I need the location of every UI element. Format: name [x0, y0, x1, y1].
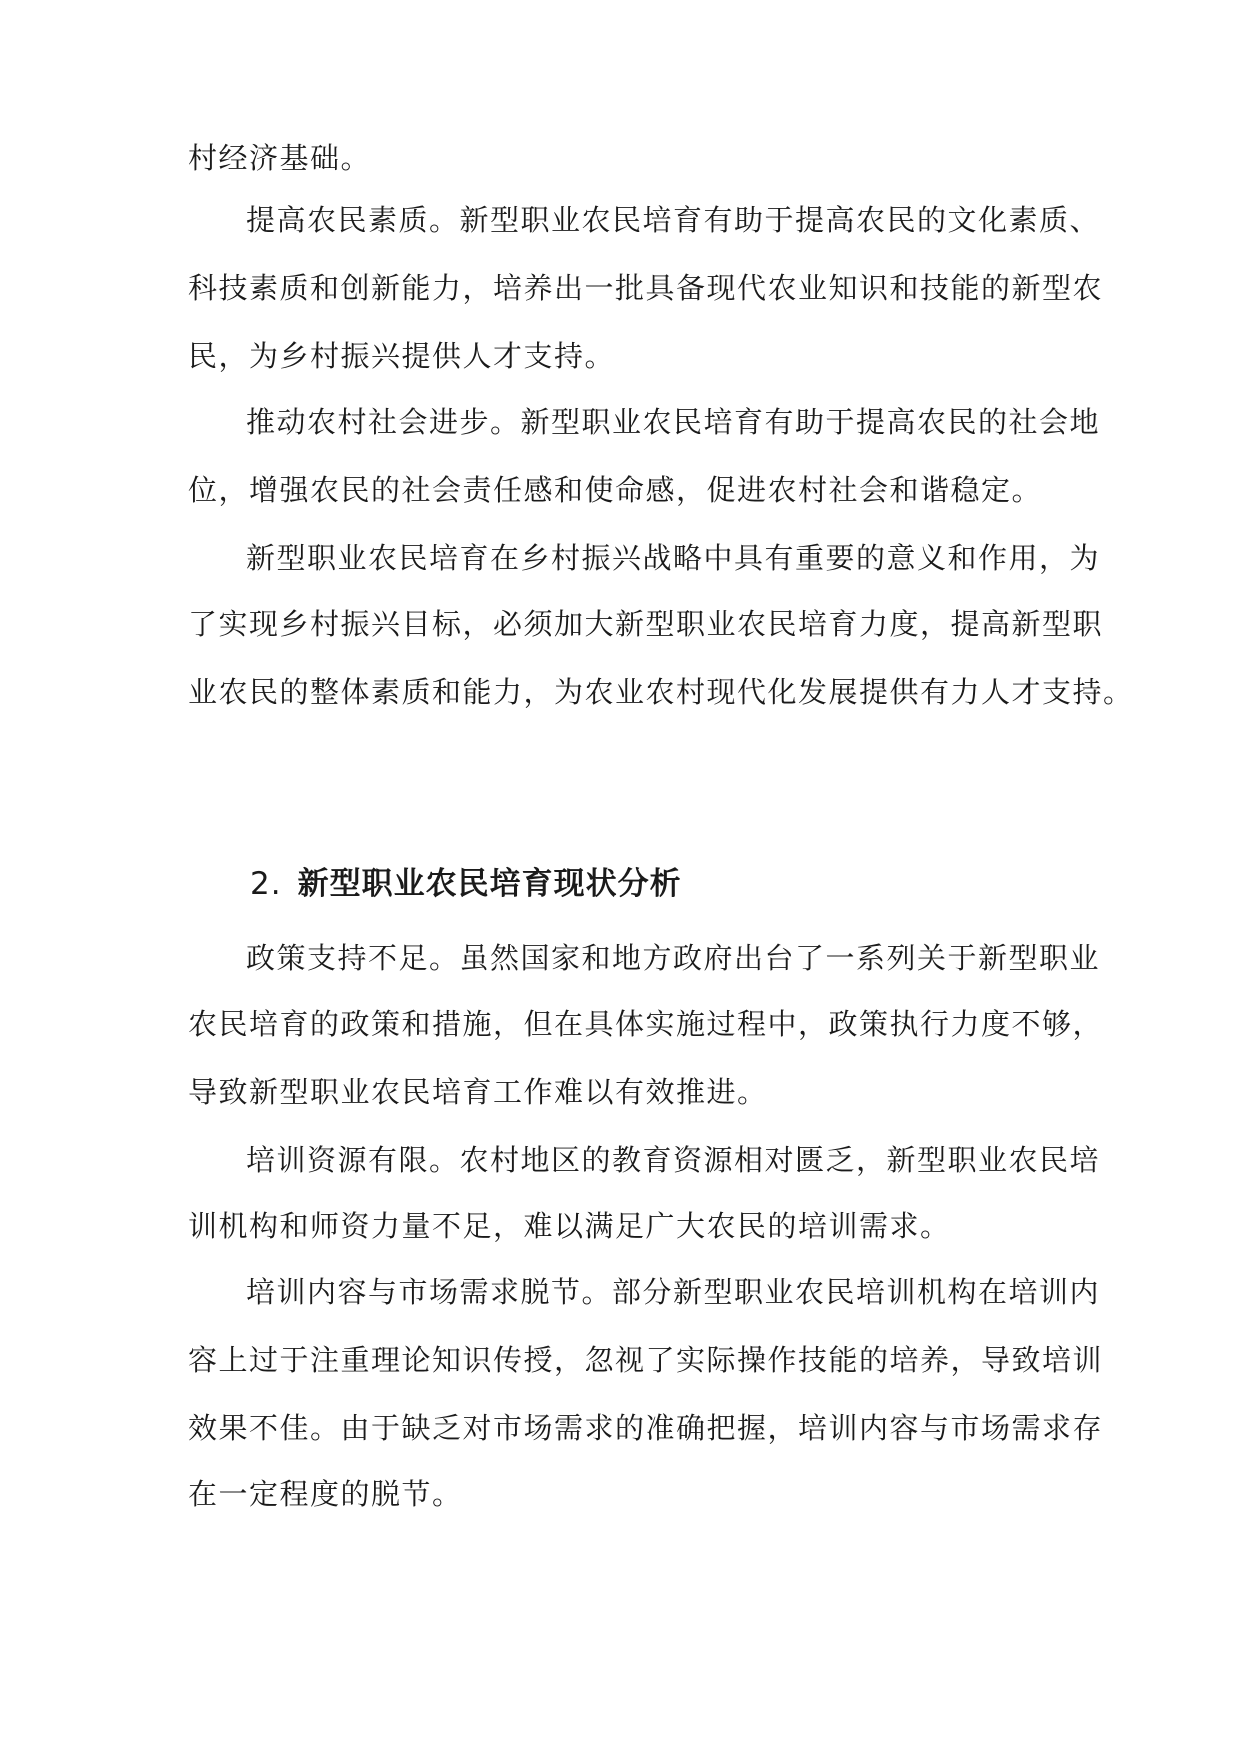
paragraph-line: 在一定程度的脱节。	[188, 1477, 463, 1511]
paragraph-line: 提高农民素质。新型职业农民培育有助于提高农民的文化素质、	[246, 203, 1101, 237]
paragraph-line: 了实现乡村振兴目标，必须加大新型职业农民培育力度，提高新型职	[188, 607, 1104, 641]
paragraph-line: 村经济基础。	[188, 141, 372, 175]
section-heading	[250, 862, 682, 906]
paragraph-line: 效果不佳。由于缺乏对市场需求的准确把握，培训内容与市场需求存	[188, 1411, 1104, 1445]
section-number: 2.	[250, 866, 282, 902]
paragraph-line: 位，增强农民的社会责任感和使命感，促进农村社会和谐稳定。	[188, 473, 1043, 507]
paragraph-line: 民，为乡村振兴提供人才支持。	[188, 339, 616, 373]
paragraph-line: 训机构和师资力量不足，难以满足广大农民的培训需求。	[188, 1209, 951, 1243]
paragraph-line: 政策支持不足。虽然国家和地方政府出台了一系列关于新型职业	[246, 941, 1101, 975]
paragraph-line: 推动农村社会进步。新型职业农民培育有助于提高农民的社会地	[246, 405, 1101, 439]
paragraph-line: 容上过于注重理论知识传授，忽视了实际操作技能的培养，导致培训	[188, 1343, 1104, 1377]
paragraph-line: 农民培育的政策和措施，但在具体实施过程中，政策执行力度不够，	[188, 1007, 1104, 1041]
paragraph-line: 培训内容与市场需求脱节。部分新型职业农民培训机构在培训内	[246, 1275, 1101, 1309]
paragraph-line: 科技素质和创新能力，培养出一批具备现代农业知识和技能的新型农	[188, 271, 1104, 305]
section-title: 新型职业农民培育现状分析	[297, 866, 682, 902]
paragraph-line: 新型职业农民培育在乡村振兴战略中具有重要的意义和作用，为	[246, 541, 1101, 575]
paragraph-line: 业农民的整体素质和能力，为农业农村现代化发展提供有力人才支持。	[188, 675, 1134, 709]
paragraph-line: 导致新型职业农民培育工作难以有效推进。	[188, 1075, 768, 1109]
paragraph-line: 培训资源有限。农村地区的教育资源相对匮乏，新型职业农民培	[246, 1143, 1101, 1177]
